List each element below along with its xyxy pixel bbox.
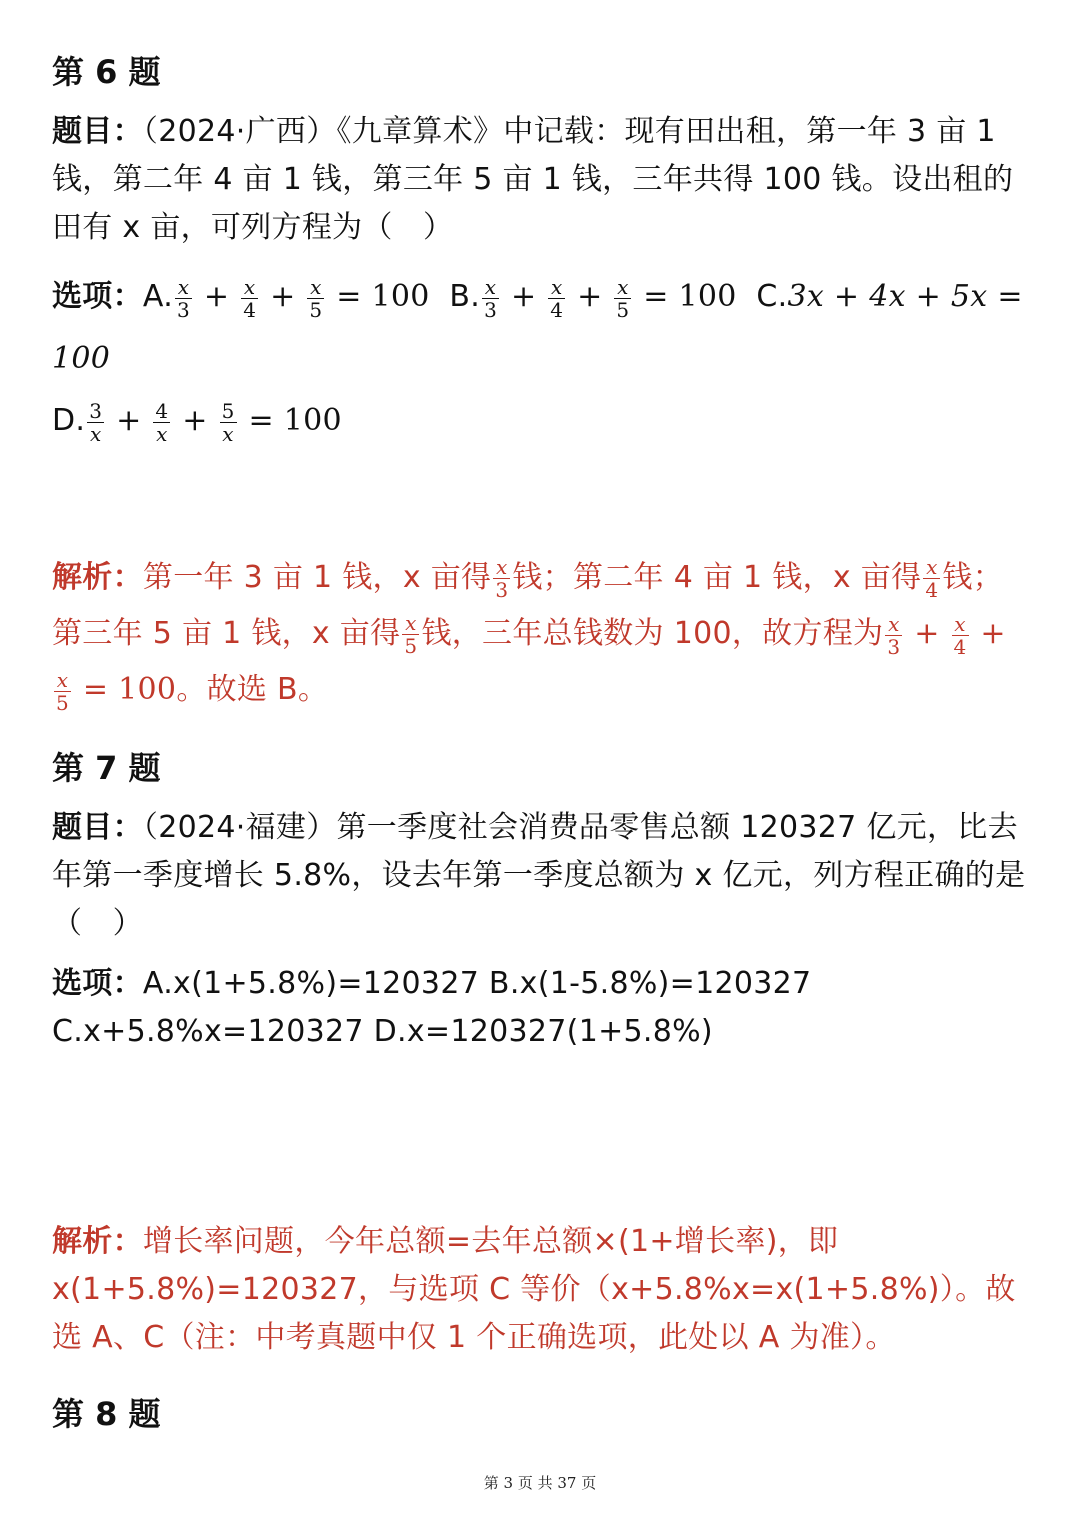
options-label: 选项：	[52, 279, 143, 314]
option-d-expr: $\frac{3}{x}$ + $\frac{4}{x}$ + $\frac{5}{x}$ = 100	[89, 398, 342, 446]
option-c-expr: 3x + 4x + 5x = 100	[52, 279, 1023, 376]
option-a-prefix: A.	[142, 279, 174, 314]
stem-label: 题目：	[52, 810, 143, 845]
question-6-analysis: 解析：第一年 3 亩 1 钱，x 亩得 $\frac{x}{3}$ 钱；第二年 4 亩 1 钱，x 亩得 $\frac{x}{4}$ 钱；第三年 5 亩 1 钱，x 亩得 $\frac{x}{5}$ 钱，三年总钱数为 100，故方程为 $\frac{x}{3}$ + $\frac{x}{4}$ + $\frac{x}{5}$ = 100。故选 B。	[52, 555, 1006, 715]
options-label: 选项：	[52, 966, 143, 1001]
question-6-options	[52, 266, 1032, 452]
stem-label: 题目：	[52, 114, 143, 149]
analysis-equation: $\frac{x}{3}$ + $\frac{x}{4}$ + $\frac{x}{5}$ = 100	[56, 611, 1006, 715]
question-7-heading: 第 7 题	[52, 749, 161, 787]
question-8-heading: 第 8 题	[52, 1395, 161, 1433]
option-d-prefix: D.	[52, 403, 86, 438]
question-6-heading: 第 6 题	[52, 53, 161, 91]
option-a-expr: $\frac{x}{3}$ + $\frac{x}{4}$ + $\frac{x}{5}$ = 100	[177, 274, 430, 322]
question-6-stem	[52, 108, 1032, 252]
question-7-options	[52, 960, 1032, 1056]
options-line-1: A.x(1+5.8%)=120327 B.x(1-5.8%)=120327	[142, 966, 812, 1001]
stem-text: （2024·广西）《九章算术》中记载：现有田出租，第一年 3 亩 1 钱，第二年 4 亩 1 钱，第三年 5 亩 1 钱，三年共得 100 钱。设出租的田有 x 亩，可列方程为（ ）	[52, 114, 1014, 245]
page-footer: 第 3 页 共 37 页	[483, 1474, 597, 1492]
option-b-expr: $\frac{x}{3}$ + $\frac{x}{4}$ + $\frac{x}{5}$ = 100	[484, 274, 737, 322]
question-7-stem	[52, 804, 1032, 948]
options-line-2: C.x+5.8%x=120327 D.x=120327(1+5.8%)	[52, 1014, 713, 1049]
fraction: $\frac{x}{4}$	[925, 555, 939, 602]
analysis-text: 增长率问题，今年总额=去年总额×(1+增长率)，即 x(1+5.8%)=120327，与选项 C 等价（x+5.8%x=x(1+5.8%)）。故选 A、C（注：中考真题中仅 1 个正确选项，此处以 A 为准）。	[52, 1224, 1016, 1355]
analysis-label: 解析：	[52, 560, 143, 595]
question-7-analysis	[52, 1218, 1032, 1362]
stem-text: （2024·福建）第一季度社会消费品零售总额 120327 亿元，比去年第一季度增长 5.8%，设去年第一季度总额为 x 亿元，列方程正确的是（ ）	[52, 810, 1026, 941]
fraction: $\frac{x}{3}$	[495, 555, 509, 602]
analysis-label: 解析：	[52, 1224, 143, 1259]
option-b-prefix: B.	[449, 279, 481, 314]
fraction: $\frac{x}{5}$	[404, 611, 418, 658]
option-c-prefix: C.	[756, 279, 788, 314]
